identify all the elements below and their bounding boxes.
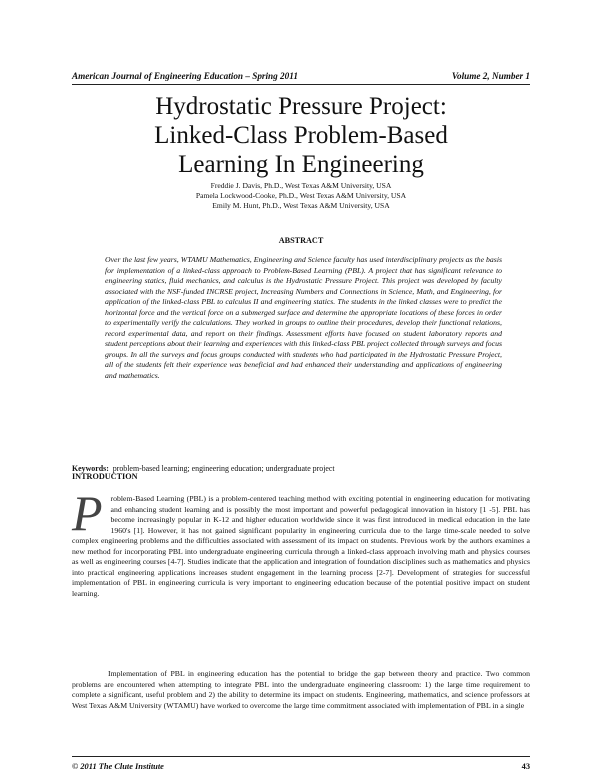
introduction-text-1: roblem-Based Learning (PBL) is a problem-centered teaching method with exciting potential in engineering education for motivating and enhancing student learning and is possibly the most important and powerful pedagogical innovation in history [1 -5]. PBL has become increasingly popular in K-12 and higher education worldwide since it was first introduced in medical education in the late 1960's [1]. However, it has not gained significant popularity in engineering curricula due to the large time-scale needed to solve complex engineering problems and the difficulties associated with assessment of its impact on students. Previous work by the authors examines a new method for incorporating PBL into undergraduate engineering curricula through a linked-class approach involving math and physics courses as well as engineering courses [4-7]. Studies indicate that the application and integration of foundation disciplines such as mathematics and physics into practical engineering applications increases student engagement in the learning process [2-7]. Development of strategies for successful implementation of PBL in engineering curricula is very important to engineering education because of the potential positive impact on student learning. (72, 494, 530, 598)
keywords-label: Keywords: (72, 464, 109, 473)
title-line-1: Hydrostatic Pressure Project: (155, 93, 447, 120)
author-2: Pamela Lockwood-Cooke, Ph.D., West Texas A&M University, USA (195, 191, 407, 201)
running-footer (72, 762, 530, 771)
title-line-2: Linked-Class Problem-Based (154, 122, 448, 149)
author-1: Freddie J. Davis, Ph.D., West Texas A&M University, USA (210, 181, 392, 190)
title-line-3: Learning In Engineering (178, 151, 424, 178)
keywords-text: problem-based learning; engineering education; undergraduate project (112, 464, 335, 473)
copyright-notice: © 2011 The Clute Institute (72, 762, 164, 771)
abstract-text: Over the last few years, WTAMU Mathematics, Engineering and Science faculty has used interdisciplinary projects as the basis for implementation of a linked-class approach to Problem-Based Learning (PBL). A project that has significant relevance to engineering statics, fluid mechanics, and calculus is the Hydrostatic Pressure Project. This project was developed by faculty associated with the NSF-funded INCRSE project, Increasing Numbers and Connections in Science, Math, and Engineering, for application of the linked-class PBL to calculus II and engineering statics. The students in the linked classes were to predict the horizontal force and the vertical force on a submerged surface and determine the appropriate locations of these forces in order to experimentally verify the calculations. They worked in groups to outline their procedures, develop their functional relations, record experimental data, and report on their findings. Assessment efforts have focused on student laboratory reports and student perceptions about their learning and experiences with this linked-class PBL project collected through surveys and focus groups. In all the surveys and focus groups conducted with students who had participated in the Hydrostatic Pressure Project, all of the students felt their experience was beneficial and had enhanced their understanding and applications of engineering and mathematics. (105, 255, 502, 381)
keywords-line (72, 464, 530, 473)
footer-rule (72, 756, 530, 757)
journal-name: American Journal of Engineering Education – Spring 2011 (72, 71, 298, 81)
author-list (72, 181, 530, 212)
author-3: Emily M. Hunt, Ph.D., West Texas A&M University, USA (212, 201, 390, 211)
header-rule (72, 84, 530, 85)
drop-cap: P (72, 485, 103, 541)
introduction-heading: INTRODUCTION (72, 472, 138, 481)
page-number: 43 (521, 762, 530, 771)
introduction-paragraph-1 (72, 485, 530, 599)
abstract-heading: ABSTRACT (278, 236, 324, 245)
running-header (72, 71, 530, 81)
paper-title (72, 92, 530, 179)
volume-number: Volume 2, Number 1 (451, 71, 530, 81)
introduction-paragraph-2: Implementation of PBL in engineering education has the potential to bridge the gap between theory and practice. Two common problems are encountered when attempting to integrate PBL into the undergraduate engineering classroom: 1) the large time requirement to complete a significant, useful problem and 2) the ability to determine its impact on students. Engineering, mathematics, and science professors at West Texas A&M University (WTAMU) have worked to overcome the large time commitment associated with implementation of PBL in a single (72, 669, 530, 710)
